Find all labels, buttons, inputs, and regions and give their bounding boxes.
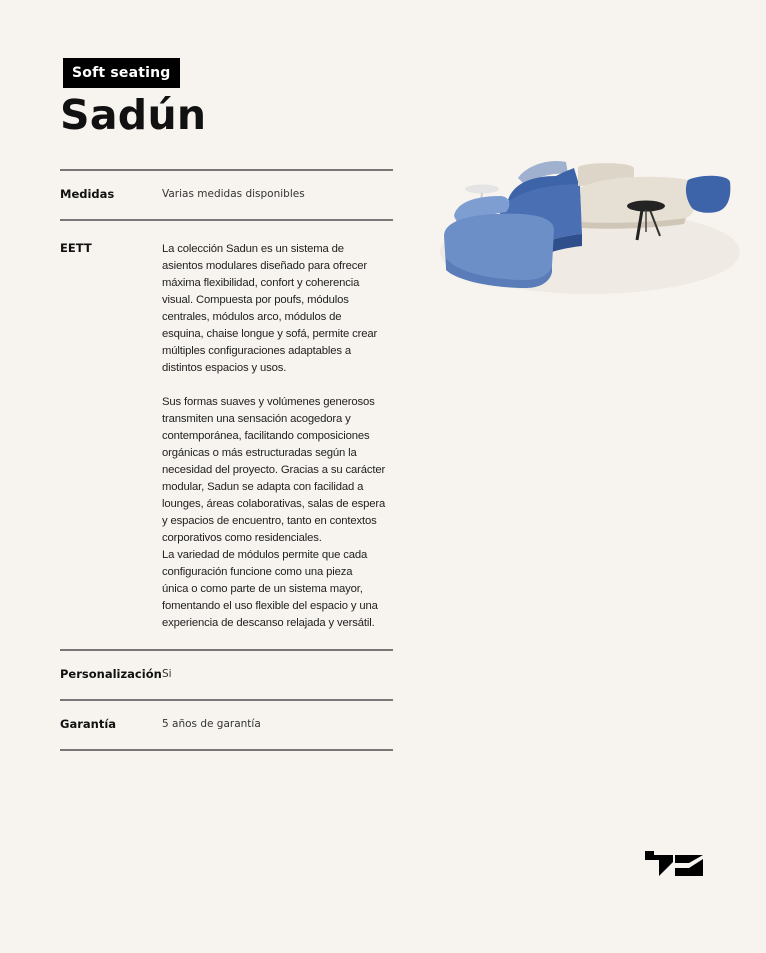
spec-value-eett <box>162 241 393 649</box>
eett-paragraph-3: La variedad de módulos permite que cada configuración funcione como una pieza única o como parte de un sistema mayor, fomentando el uso flexible del espacio y una experiencia de descanso relajada y versátil. <box>162 549 378 629</box>
eett-paragraph-2: Sus formas suaves y volúmenes generosos transmiten una sensación acogedora y contemporánea, facilitando composiciones orgánicas o más estructuradas según la necesidad del proyecto. Gracias a su carácter modular, Sadun se adapta con facilidad a lounges, áreas colaborativas, salas de espera y espacios de encuentro, tanto en contextos corporativos como residenciales. <box>162 396 386 544</box>
side-table-grey-top <box>465 185 499 194</box>
spec-row-medidas <box>60 171 393 221</box>
beige-sofa-seat <box>580 177 697 223</box>
spec-label-personalizacion: Personalización <box>60 667 162 681</box>
eett-paragraph-1: La colección Sadun es un sistema de asientos modulares diseñado para ofrecer máxima flexibilidad, confort y coherencia visual. Compuesta por poufs, módulos centrales, módulos arco, módulos de esquina, chaise longue y sofá, permite crear múltiples configuraciones adaptables a distintos espacios y usos. <box>162 243 378 374</box>
spec-row-personalizacion <box>60 651 393 701</box>
spec-row-eett <box>60 221 393 651</box>
category-tag: Soft seating <box>63 58 180 88</box>
spec-table <box>60 169 393 751</box>
spec-value-personalizacion: Si <box>162 668 172 680</box>
spec-row-garantia <box>60 701 393 751</box>
brand-logo-mark <box>645 850 703 876</box>
spec-label-medidas: Medidas <box>60 187 115 201</box>
spec-label-eett: EETT <box>60 241 92 255</box>
spec-value-garantia: 5 años de garantía <box>162 718 261 730</box>
spec-value-medidas: Varias medidas disponibles <box>162 188 305 200</box>
product-render-image <box>430 148 740 298</box>
pouf-blue-right <box>686 176 730 213</box>
logo-square-top <box>645 851 654 860</box>
spec-label-garantia: Garantía <box>60 717 117 731</box>
product-title: Sadún <box>60 91 207 139</box>
coffee-table-top <box>627 201 665 212</box>
